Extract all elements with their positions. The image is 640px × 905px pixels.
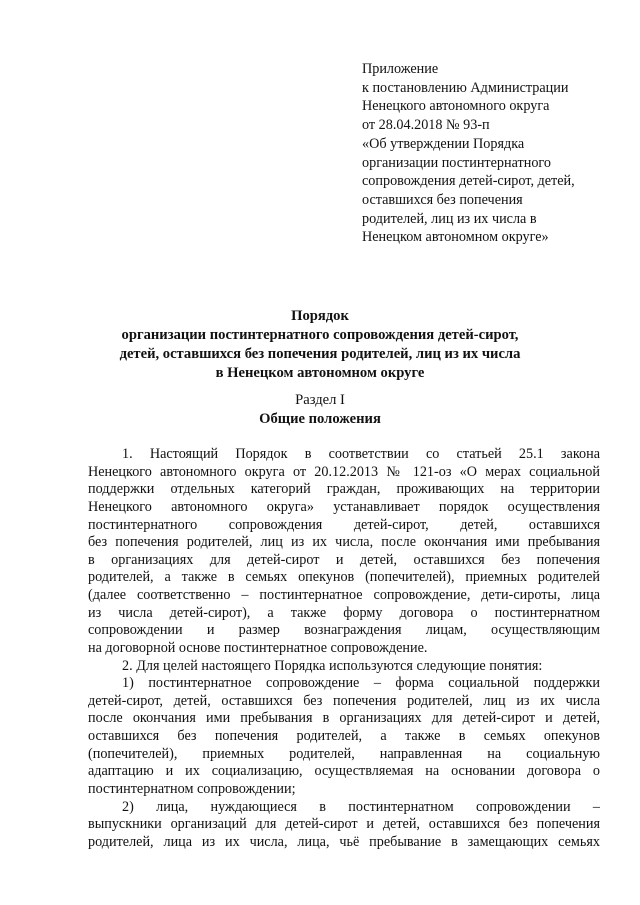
document-title [60, 307, 580, 383]
body-line: Ненецкого автономного округа от 20.12.2013 № 121-оз «О мерах социальной [88, 463, 600, 480]
section-number: Раздел I [295, 392, 345, 408]
document-title-line: детей, оставшихся без попечения родителей, лиц из их числа [119, 346, 521, 362]
appendix-line: оставшихся без попечения [362, 191, 523, 208]
document-title-line: Порядок [291, 308, 349, 324]
appendix-line: от 28.04.2018 № 93-п [362, 117, 490, 134]
body-line: без попечения родителей, лиц из их числа, после окончания ими пребывания [88, 534, 600, 551]
appendix-line: Ненецкого автономного округа [362, 98, 550, 115]
body-line: на договорной основе постинтернатное сопровождение. [88, 639, 428, 656]
body-line: (попечителей), приемных родителей, направленная на социальную [88, 745, 600, 762]
body-line: адаптацию и их социализацию, осуществляемая на основании договора о [88, 763, 600, 780]
body-line: родителей, лица из их числа, лица, чьё пребывание в замещающих семьях [88, 833, 600, 850]
body-line: поддержки отдельных категорий граждан, проживающих на территории [88, 481, 600, 498]
body-line: Ненецкого автономного округа» устанавливает порядок осуществления [88, 498, 600, 515]
body-line: постинтернатного сопровождения детей-сирот, детей, оставшихся [88, 516, 600, 533]
appendix-line: организации постинтернатного [362, 154, 551, 171]
body-line: детей-сирот, детей, оставшихся без попечения родителей, лиц из их числа [88, 692, 600, 709]
appendix-line: «Об утверждении Порядка [362, 135, 525, 152]
body-line: в организациях для детей-сирот и детей, оставшихся без попечения [88, 551, 600, 568]
appendix-line: родителей, лиц из их числа в [362, 210, 537, 227]
body-line: после окончания ими пребывания в организациях для детей-сирот и детей, [88, 710, 600, 727]
body-line: 2) лица, нуждающиеся в постинтернатном сопровождении – [122, 798, 600, 815]
document-title-line: в Ненецком автономном округе [215, 365, 425, 381]
body-line: 1. Настоящий Порядок в соответствии со статьей 25.1 закона [122, 446, 600, 462]
body-line: 1) постинтернатное сопровождение – форма социальной поддержки [122, 675, 600, 692]
body-line: оставшихся без попечения родителей, а также в семьях опекунов [88, 728, 600, 744]
document-body [88, 446, 600, 851]
document-title-line: организации постинтернатного сопровождения детей-сирот, [121, 327, 519, 343]
body-line: из числа детей-сирот), а также форму договора о постинтернатном [88, 604, 600, 621]
body-line: родителей, а также в семьях опекунов (попечителей), приемных родителей [88, 569, 600, 586]
appendix-line: к постановлению Администрации [362, 79, 569, 96]
body-line: 2. Для целей настоящего Порядка используются следующие понятия: [122, 657, 543, 674]
appendix-line: Приложение [362, 61, 439, 77]
section-title: Общие положения [259, 411, 381, 427]
body-line: (далее соответственно – постинтернатное сопровождение, дети-сироты, лица [88, 587, 600, 603]
body-line: выпускники организаций для детей-сирот и детей, оставшихся без попечения [88, 816, 600, 833]
body-line: сопровождении и размер вознаграждения лицам, осуществляющим [88, 622, 600, 639]
section-heading [60, 391, 580, 429]
appendix-header [362, 60, 632, 247]
appendix-line: сопровождения детей-сирот, детей, [362, 173, 575, 190]
appendix-line: Ненецком автономном округе» [362, 229, 549, 246]
body-line: постинтернатном сопровождении; [88, 780, 296, 797]
